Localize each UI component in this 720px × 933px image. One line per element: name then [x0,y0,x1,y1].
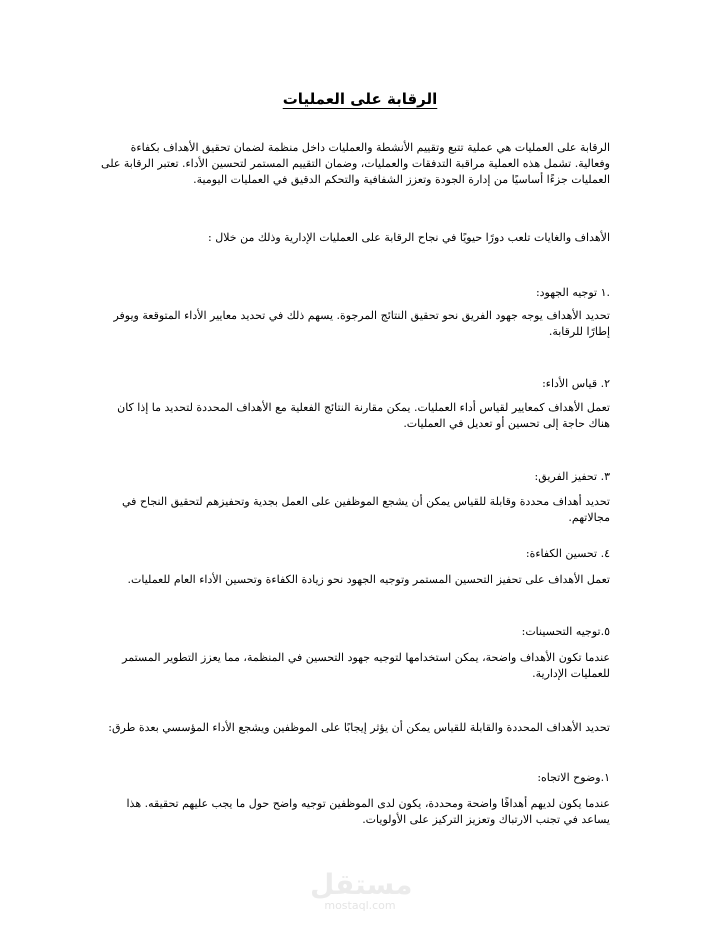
goals-intro: الأهداف والغايات تلعب دورًا حيويًا في نجاح الرقابة على العمليات الإدارية وذلك من خلال : [208,231,610,244]
item-1-body: تحديد الأهداف يوجه جهود الفريق نحو تحقيق النتائج المرجوة. يسهم ذلك في تحديد معايير الأداء المتوقعة ويوفر إطارًا للرقابة. [113,309,610,338]
watermark-arabic: مستقل [310,868,413,901]
item-4-heading: ٤. تحسين الكفاءة: [525,547,610,560]
item-3-heading: ٣. تحفيز الفريق: [534,470,610,483]
sub-item-1-heading: ١.وضوح الاتجاه: [537,771,610,784]
measurable-intro: تحديد الأهداف المحددة والقابلة للقياس يمكن أن يؤثر إيجابًا على الموظفين ويشجع الأداء المؤسسي بعدة طرق: [108,721,610,734]
item-4-body: تعمل الأهداف على تحفيز التحسين المستمر وتوجيه الجهود نحو زيادة الكفاءة وتحسين الأداء العام للعمليات. [127,573,610,586]
intro-paragraph: الرقابة على العمليات هي عملية تتبع وتقييم الأنشطة والعمليات داخل منظمة لضمان تحقيق الأهداف بكفاءة وفعالية. تشمل هذه العملية مراقبة التدفقات والعمليات، وضمان التقييم المستمر لتحسين الأداء. تعتبر الرقابة على العمليات جزءًا أساسيًا من إدارة الجودة وتعزز الشفافية والتحكم الدقيق في العمليات اليومية. [101,141,610,186]
page-title: الرقابة على العمليات [282,90,438,108]
item-5-heading: ٥.توجيه التحسينات: [521,625,610,638]
item-5-body: عندما تكون الأهداف واضحة، يمكن استخدامها لتوجيه جهود التحسين في المنظمة، مما يعزز التطوير المستمر للعمليات الإدارية. [122,651,610,680]
sub-item-1-body: عندما يكون لديهم أهدافًا واضحة ومحددة، يكون لدى الموظفين توجيه واضح حول ما يجب عليهم تحقيقه. هذا يساعد في تجنب الارتباك وتعزيز التركيز على الأولويات. [126,797,610,826]
item-3-body: تحديد أهداف محددة وقابلة للقياس يمكن أن يشجع الموظفين على العمل بجدية وتحفيزهم لتحقيق النجاح في مجالاتهم. [122,495,610,524]
item-1-heading: .١ توجيه الجهود: [535,286,610,299]
watermark-latin: mostaql.com [324,899,396,912]
item-2-heading: ٢. قياس الأداء: [542,377,610,390]
mostaql-watermark [310,868,413,912]
item-2-body: تعمل الأهداف كمعايير لقياس أداء العمليات. يمكن مقارنة النتائج الفعلية مع الأهداف المحددة لتحديد ما إذا كان هناك حاجة إلى تحسين أو تعديل في العمليات. [117,401,610,430]
